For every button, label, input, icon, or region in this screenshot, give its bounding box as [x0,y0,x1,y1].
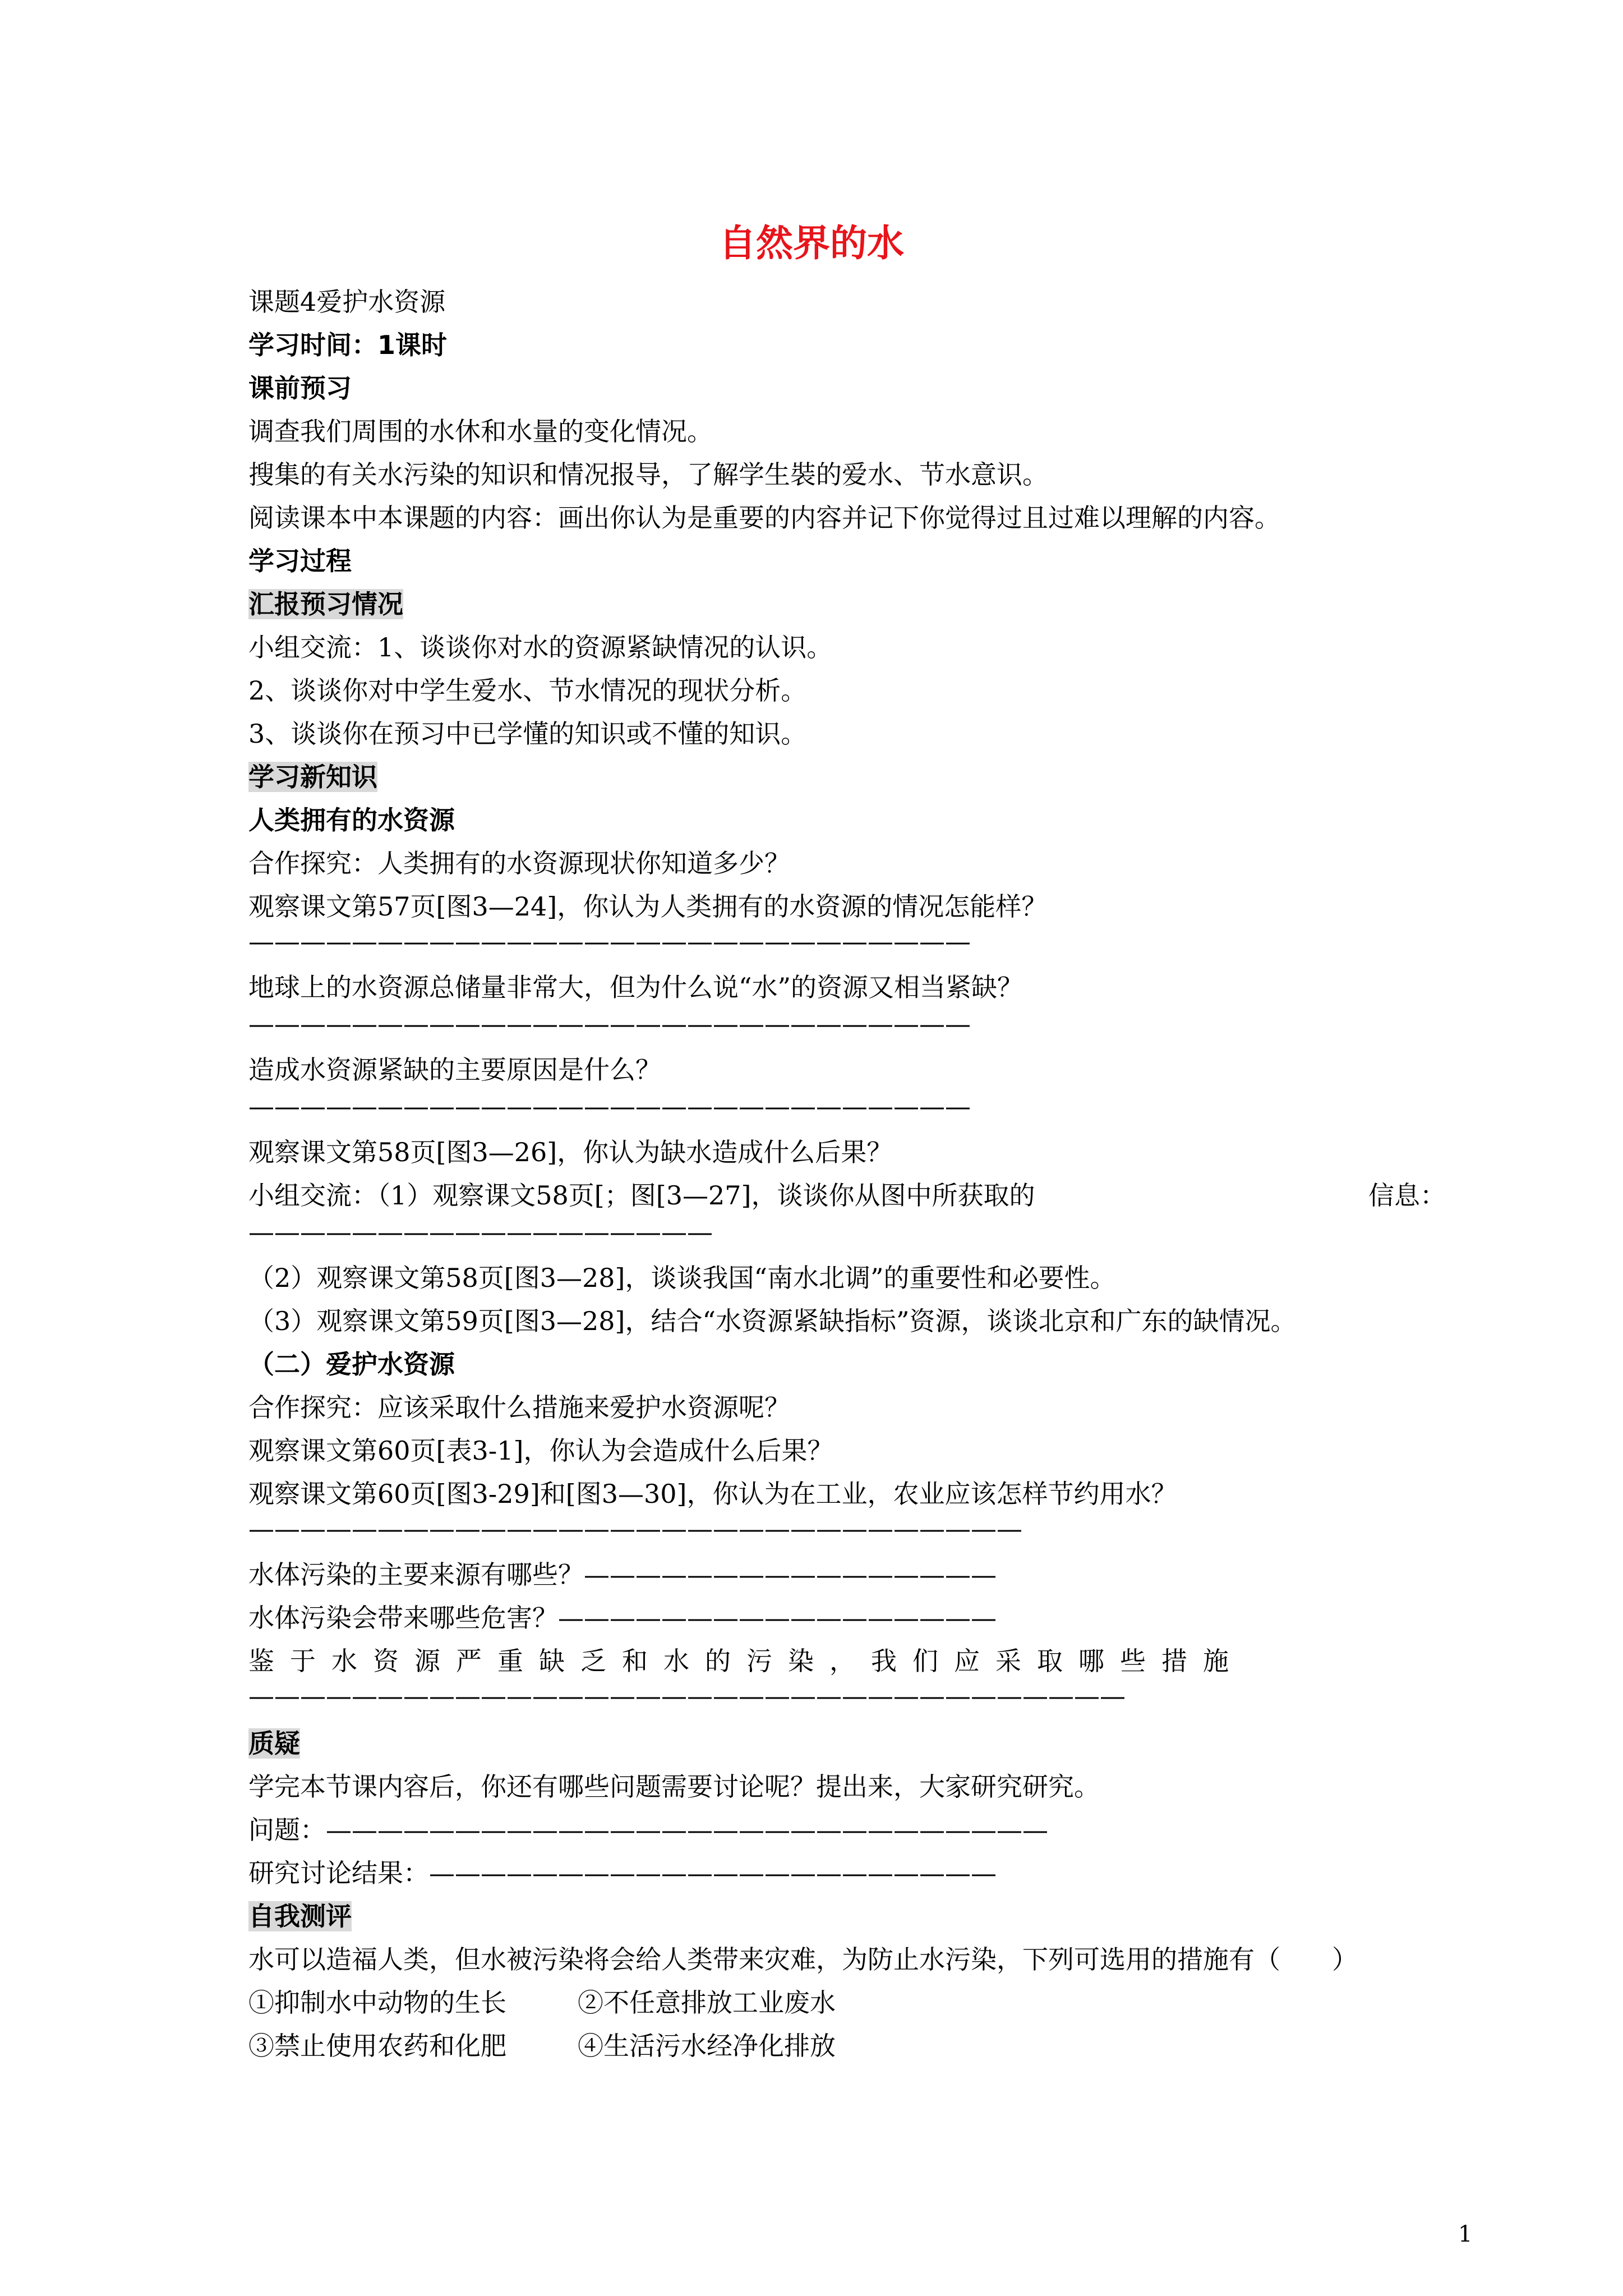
question-with-blank: 问题：———————————————————————————— [248,1815,1048,1845]
question-text: 观察课文第58页[图3—26]，你认为缺水造成什么后果？ [248,1137,893,1167]
question-text: （3）观察课文第59页[图3—28]，结合“水资源紧缺指标”资源，谈谈北京和广东的缺情况。 [248,1306,1297,1336]
answer-blank-line: ———————————————————————————— [248,1009,971,1039]
preview-item-3: 阅读课本中本课题的内容：画出你认为是重要的内容并记下你觉得过且过难以理解的内容。 [248,503,1280,533]
quiz-option: ④生活污水经净化排放 [578,2031,836,2061]
question-text: （2）观察课文第58页[图3—28]，谈谈我国“南水北调”的重要性和必要性。 [248,1263,1116,1293]
preview-item-2: 搜集的有关水污染的知识和情况报导，了解学生裝的爱水、节水意识。 [248,459,1048,490]
question-text: 合作探究：人类拥有的水资源现状你知道多少？ [248,848,790,878]
quiz-option: ②不任意排放工业废水 [578,1987,836,2018]
question-text-tail: 信息： [1368,1180,1446,1211]
subheading-questions: 质疑 [248,1728,300,1759]
question-text: 观察课文第57页[图3—24]，你认为人类拥有的水资源的情况怎能样？ [248,891,1048,922]
quiz-option: ③禁止使用农药和化肥 [248,2031,506,2061]
section-heading-preview: 课前预习 [248,373,352,403]
question-text: 学完本节课内容后，你还有哪些问题需要讨论呢？提出来，大家研究研究。 [248,1772,1100,1802]
question-with-blank: 研究讨论结果：—————————————————————— [248,1858,997,1888]
subheading-self-assessment: 自我测评 [248,1901,352,1931]
question-with-blank: 水体污染的主要来源有哪些？———————————————— [248,1559,997,1590]
page-title: 自然界的水 [719,222,904,265]
page-number: 1 [1458,2221,1473,2247]
answer-blank-line: ———————————————————————————— [248,926,971,956]
answer-blank-line: ———————————————————————————— [248,1091,971,1121]
quiz-option: ①抑制水中动物的生长 [248,1987,506,2018]
question-text: 观察课文第60页[图3-29]和[图3—30]，你认为在工业，农业应该怎样节约用水？ [248,1479,1177,1509]
answer-blank-line: —————————————————————————————— [248,1513,1022,1544]
group-discussion-3: 3、谈谈你在预习中已学懂的知识或不懂的知识。 [248,719,807,749]
group-discussion-2: 2、谈谈你对中学生爱水、节水情况的现状分析。 [248,675,807,706]
answer-blank-line: —————————————————————————————————— [248,1681,1126,1711]
question-text: 鉴于水资源严重缺乏和水的污染，我们应采取哪些措施 [248,1646,1244,1676]
group-discussion-1: 小组交流：1、谈谈你对水的资源紧缺情况的认识。 [248,632,833,662]
question-text: 合作探究：应该采取什么措施来爱护水资源呢？ [248,1392,790,1423]
subheading-protect-water: （二）爱护水资源 [248,1349,455,1379]
question-text: 小组交流：（1）观察课文58页[；图[3—27]，谈谈你从图中所获取的 [248,1180,1035,1211]
lesson-topic: 课题4爱护水资源 [248,287,446,317]
subheading-water-resources: 人类拥有的水资源 [248,805,455,835]
question-text: 地球上的水资源总储量非常大，但为什么说“水”的资源又相当紧缺？ [248,972,1023,1002]
study-time: 学习时间：1课时 [248,330,448,360]
question-text: 观察课文第60页[表3-1]，你认为会造成什么后果？ [248,1435,833,1466]
section-heading-process: 学习过程 [248,546,352,576]
preview-item-1: 调查我们周围的水休和水量的变化情况。 [248,416,713,447]
quiz-question: 水可以造福人类，但水被污染将会给人类带来灾难，为防止水污染，下列可选用的措施有（ ） [248,1944,1358,1975]
subheading-report: 汇报预习情况 [248,589,403,619]
question-text: 造成水资源紧缺的主要原因是什么？ [248,1055,661,1085]
subheading-new-knowledge: 学习新知识 [248,762,377,792]
question-with-blank: 水体污染会带来哪些危害？————————————————— [248,1603,997,1633]
answer-blank-line: —————————————————— [248,1217,713,1247]
